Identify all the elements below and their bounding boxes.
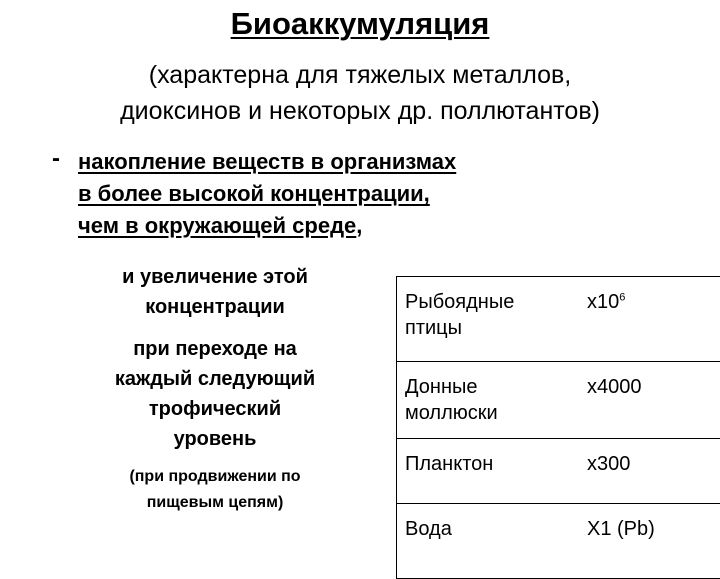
table-cell-organism: Рыбоядные птицы xyxy=(397,277,574,362)
definition-comma: , xyxy=(356,213,362,238)
table-cell-factor: x4000 xyxy=(573,362,720,439)
table-cell-factor: X1 (Pb) xyxy=(573,504,720,579)
increase-line-3: при переходе на xyxy=(40,334,390,364)
definition-line-2: в более высокой концентрации, xyxy=(78,181,430,206)
table-row xyxy=(397,504,720,579)
table-cell-factor: x300 xyxy=(573,439,720,504)
table-row xyxy=(397,362,720,439)
increase-block xyxy=(40,262,390,516)
table-cell-factor: $x10^6$ xyxy=(573,277,720,362)
definition-line-3: чем в окружающей среде xyxy=(78,213,356,238)
factor-exponent: 6 xyxy=(619,291,625,303)
bullet-dash: - xyxy=(52,145,60,173)
table-row xyxy=(397,439,720,504)
subtitle-line-1: (характерна для тяжелых металлов, xyxy=(0,57,720,93)
definition-block xyxy=(78,146,678,242)
increase-line-4: каждый следующий xyxy=(40,364,390,394)
increase-note-2: пищевым цепям) xyxy=(40,490,390,516)
bioaccumulation-table xyxy=(396,276,720,579)
increase-note-1: (при продвижении по xyxy=(40,464,390,490)
slide-title: Биоаккумуляция xyxy=(0,6,720,42)
slide-subtitle xyxy=(0,57,720,129)
table-row xyxy=(397,277,720,362)
increase-line-1: и увеличение этой xyxy=(40,262,390,292)
table-cell-organism: Вода xyxy=(397,504,574,579)
table-cell-organism: Донные моллюски xyxy=(397,362,574,439)
increase-line-5: трофический xyxy=(40,394,390,424)
table-cell-organism: Планктон xyxy=(397,439,574,504)
definition-line-1: накопление веществ в организмах xyxy=(78,149,456,174)
subtitle-line-2: диоксинов и некоторых др. поллютантов) xyxy=(0,93,720,129)
increase-line-2: концентрации xyxy=(40,292,390,322)
increase-line-6: уровень xyxy=(40,424,390,454)
